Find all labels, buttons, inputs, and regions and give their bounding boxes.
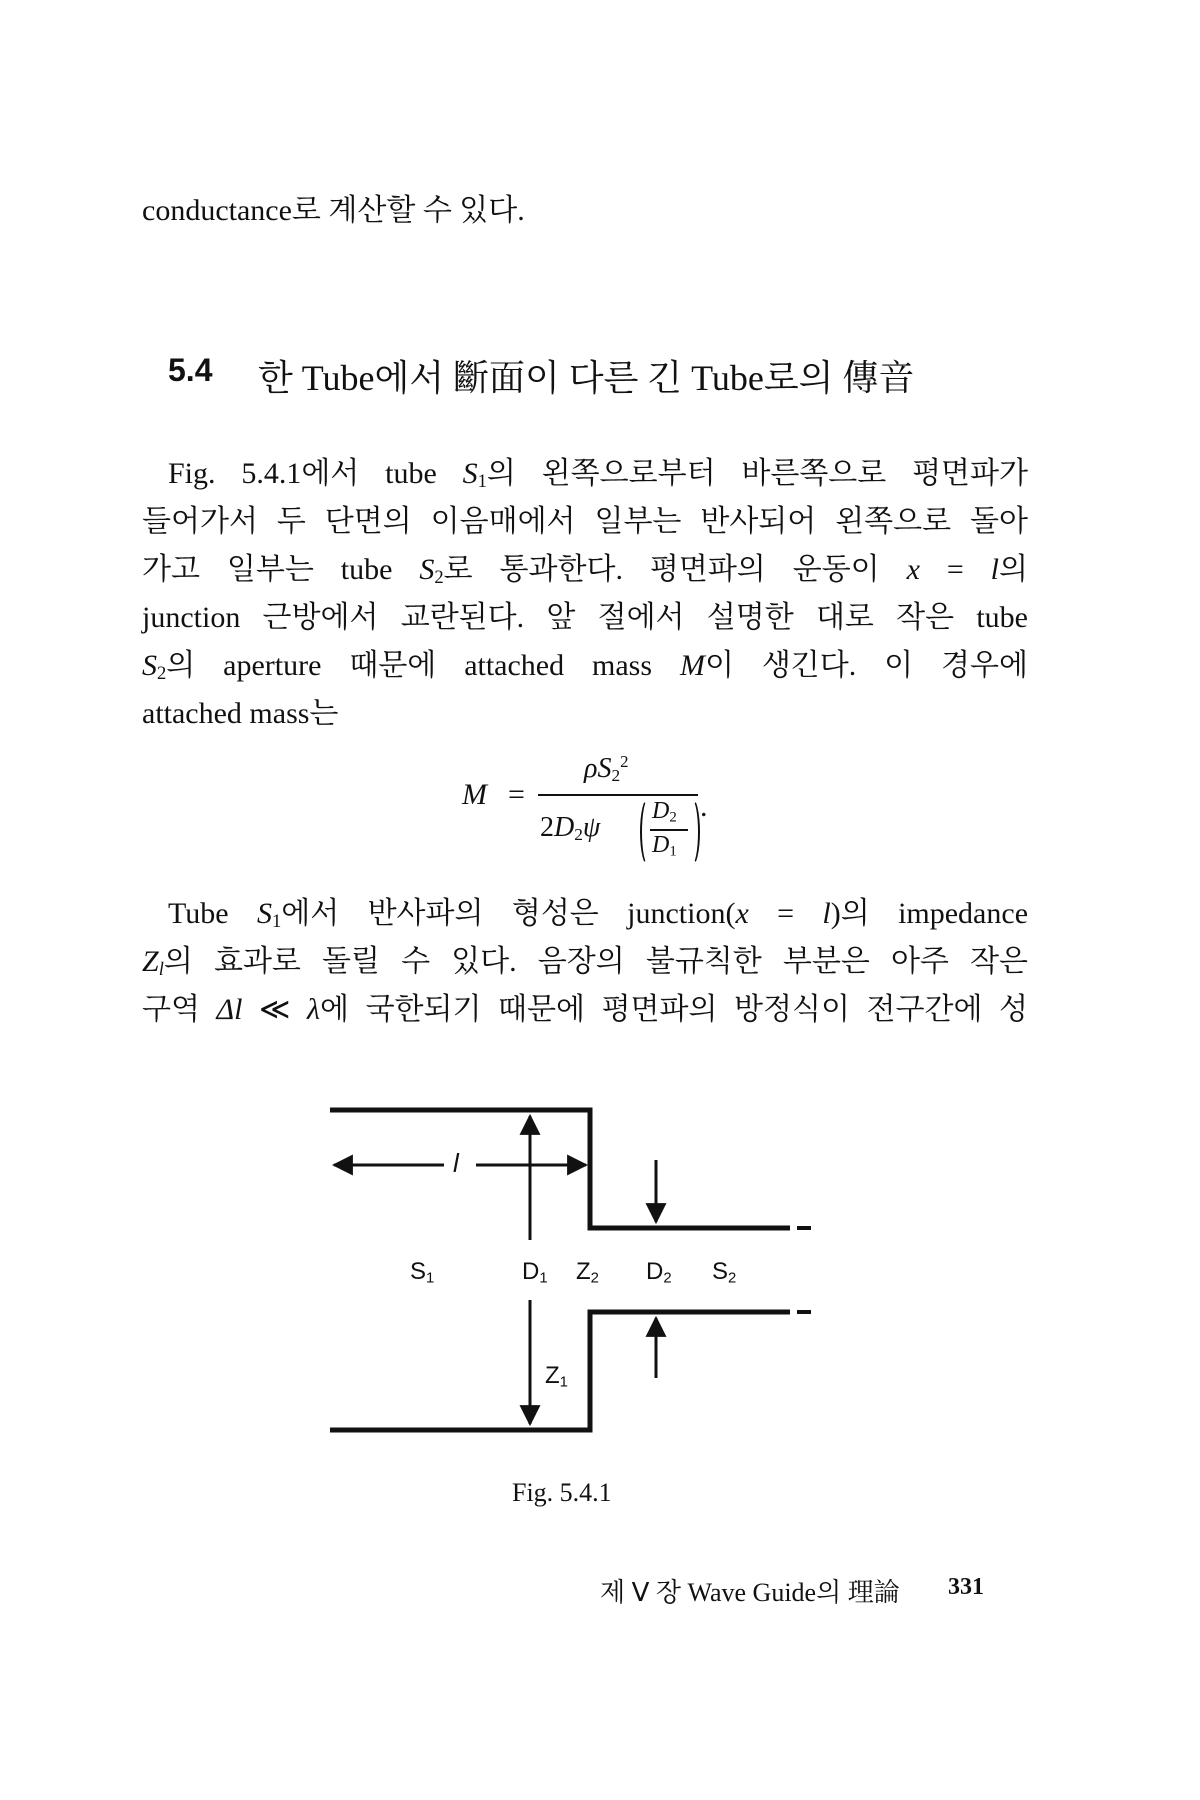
- tube-upper-wall: [330, 1110, 790, 1228]
- intro-text: conductance로 계산할 수 있다.: [142, 194, 525, 227]
- footer-chapter: 제 Ⅴ 장 Wave Guide의 理論: [600, 1578, 900, 1607]
- equation-numerator: $\rho S_2^2$: [584, 752, 629, 785]
- equation-equals: =: [508, 778, 525, 811]
- para1-line3: 가고 일부는 tube $S_2$로 통과한다. 평면파의 운동이 x = l의: [142, 553, 1028, 589]
- para2-line2: $Z_l$의 효과로 돌릴 수 있다. 음장의 불규칙한 부분은 아주 작은: [142, 945, 1028, 981]
- section-number: 5.4: [168, 352, 213, 388]
- section-title: 한 Tube에서 斷面이 다른 긴 Tube로의 傳音: [258, 358, 915, 398]
- para1-line6: attached mass는: [142, 697, 339, 730]
- label-D2: $D_2$: [646, 1258, 672, 1287]
- equation-denominator: $2D_2\psi$: [540, 812, 601, 844]
- para1-line1: Fig. 5.4.1에서 tube $S_1$의 왼쪽으로부터 바른쪽으로 평면파가: [168, 457, 1028, 493]
- inner-fraction-num: $D_2$: [652, 798, 677, 826]
- label-l: l: [453, 1148, 459, 1178]
- label-S1: $S_1$: [410, 1258, 435, 1287]
- label-S2: $S_2$: [712, 1258, 737, 1287]
- label-Z1: $Z_1$: [545, 1362, 568, 1391]
- page-number: 331: [948, 1574, 984, 1600]
- para2-line3: 구역 Δl ≪ λ에 국한되기 때문에 평면파의 방정식이 전구간에 성: [142, 993, 1028, 1026]
- label-D1: $D_1$: [522, 1258, 548, 1287]
- para1-line4: junction 근방에서 교란된다. 앞 절에서 설명한 대로 작은 tube: [142, 601, 1028, 634]
- equation-lhs: M: [462, 778, 487, 811]
- para1-line2: 들어가서 두 단면의 이음매에서 일부는 반사되어 왼쪽으로 돌아: [142, 505, 1028, 538]
- inner-fraction-den: $D_1$: [652, 832, 677, 860]
- figure-caption: Fig. 5.4.1: [512, 1478, 612, 1507]
- equation-period: .: [700, 790, 708, 823]
- label-Z2: $Z_2$: [576, 1258, 599, 1287]
- para2-line1: Tube $S_1$에서 반사파의 형성은 junction(x = l)의 impedance: [168, 897, 1029, 933]
- para1-line5: $S_2$의 aperture 때문에 attached mass M이 생긴다. 이 경우에: [142, 649, 1028, 685]
